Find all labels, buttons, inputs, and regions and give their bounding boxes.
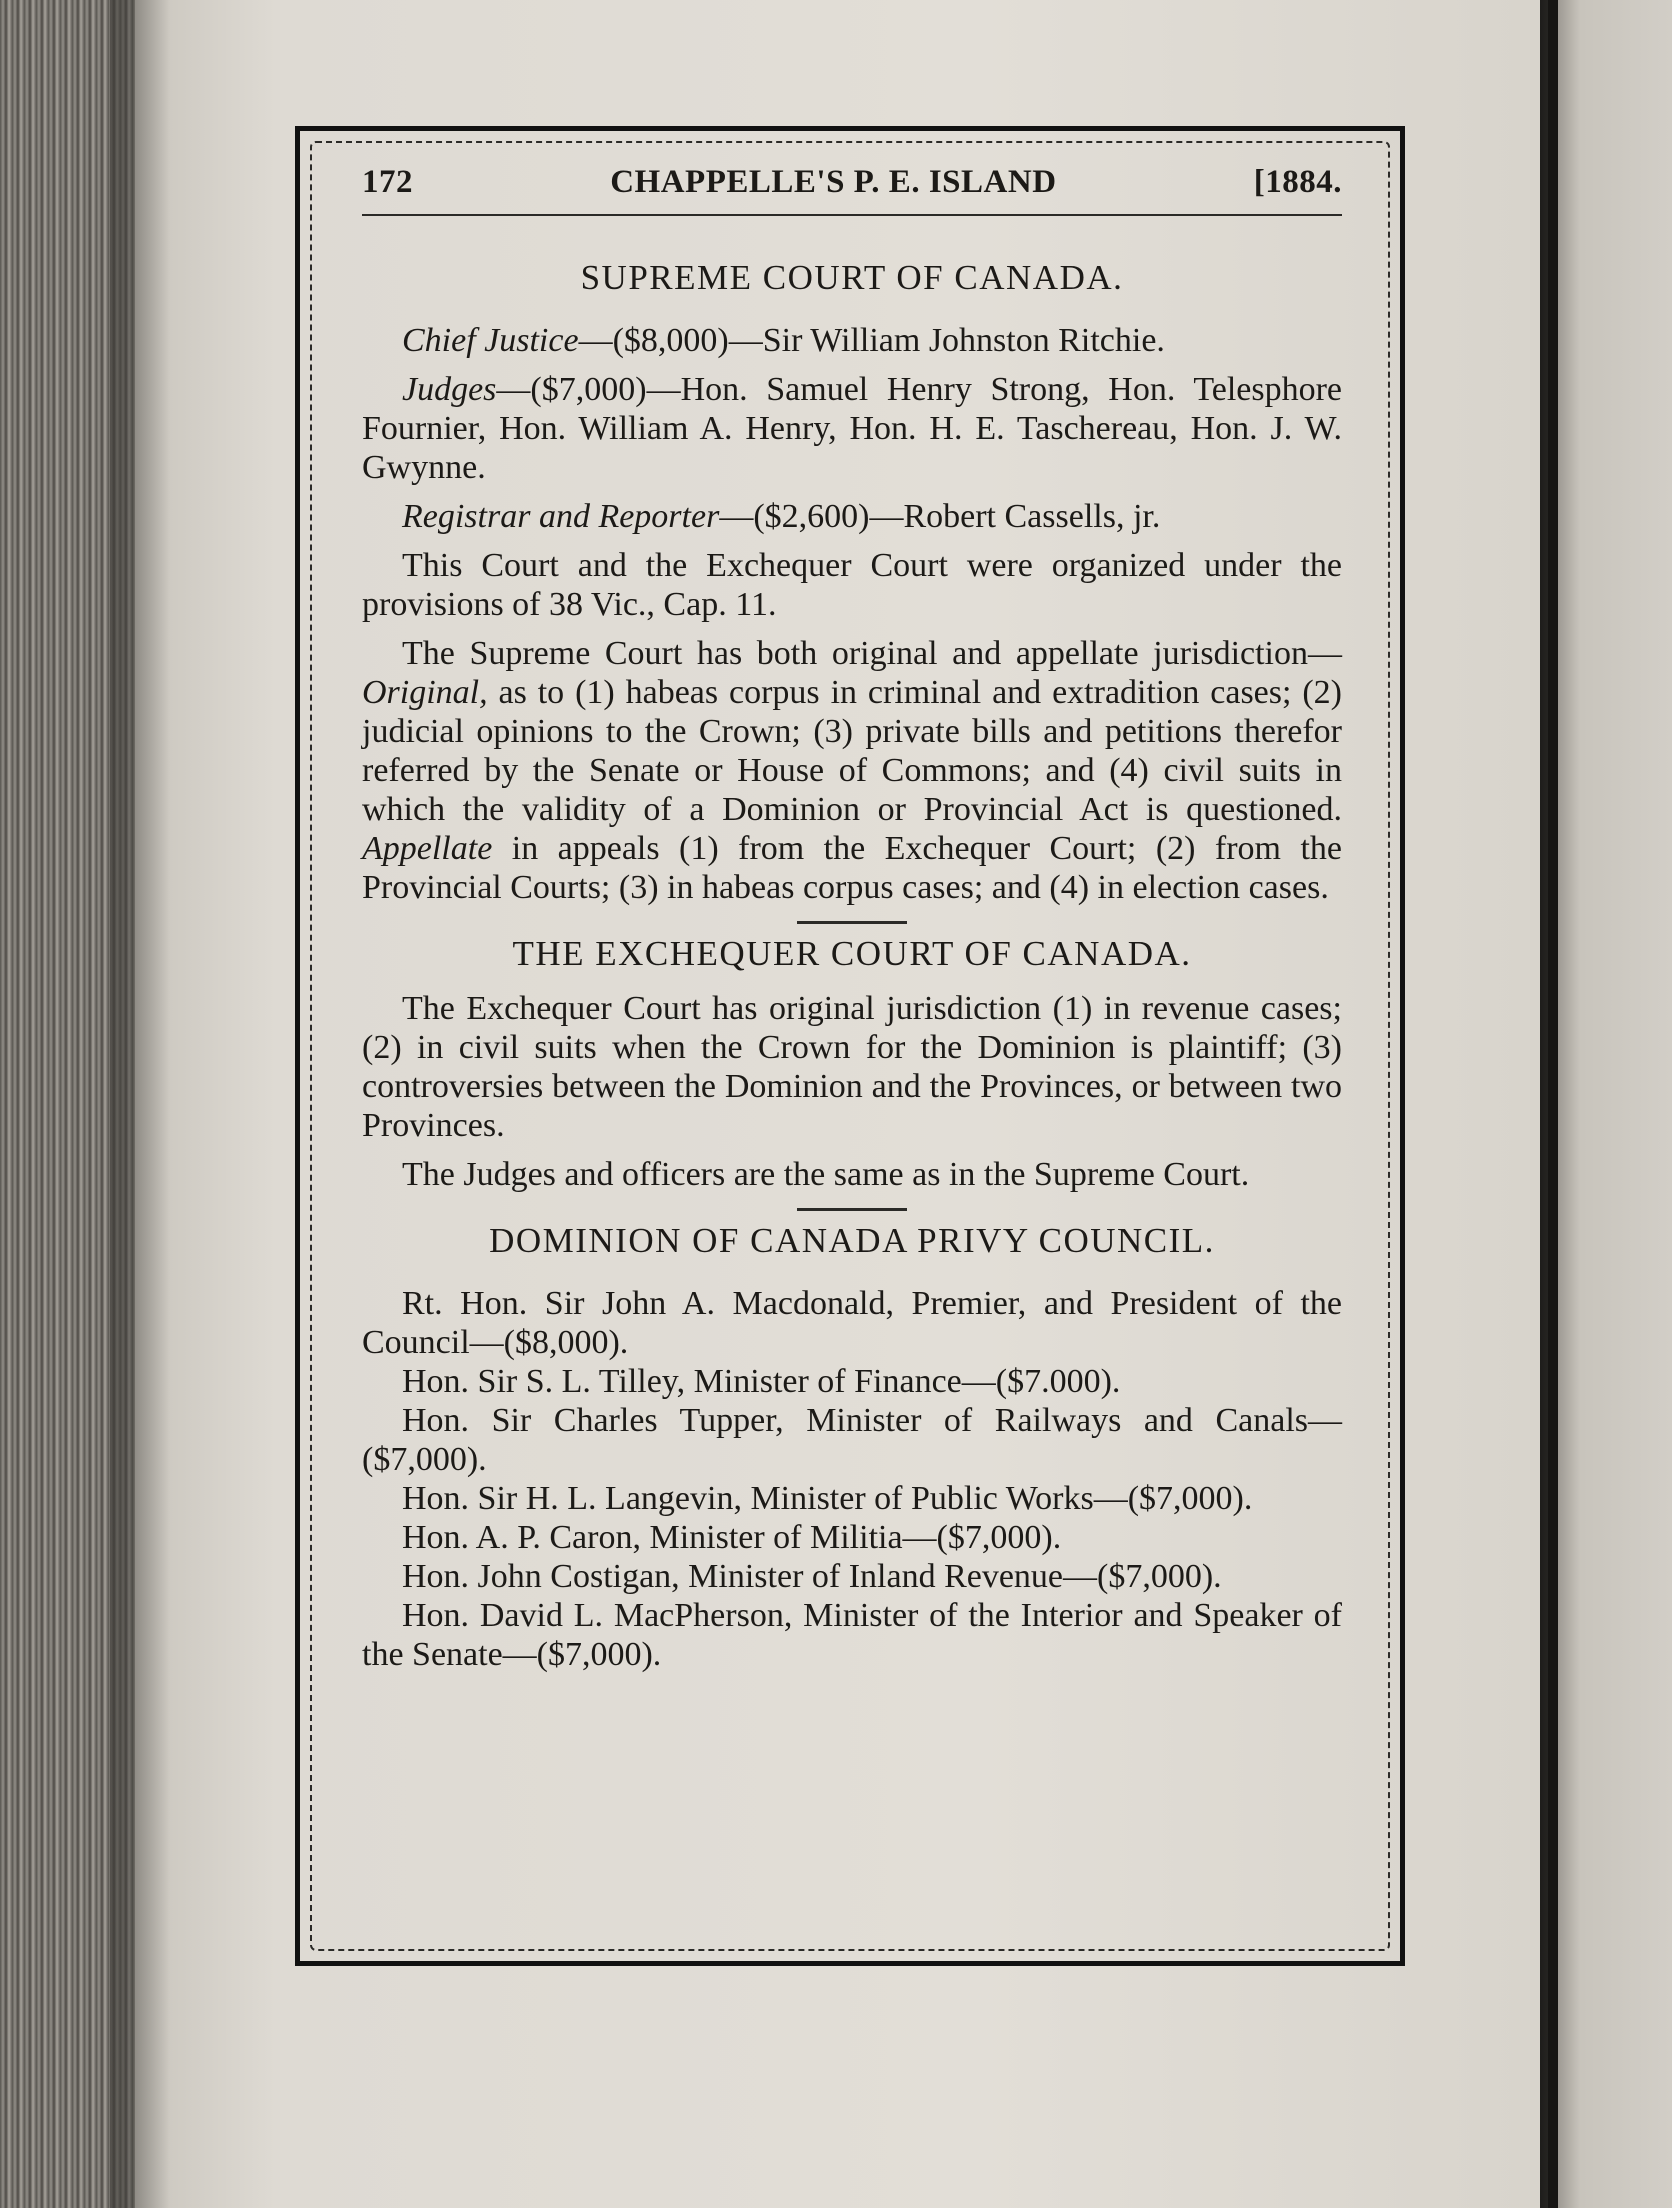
running-header — [362, 163, 1342, 202]
privy-member-entry: Hon. John Costigan, Minister of Inland Revenue—($7,000). — [402, 1558, 1222, 1595]
chief-justice-entry — [362, 321, 1342, 360]
privy-member-entry: Hon. Sir Charles Tupper, Minister of Railways and Canals—($7,000). — [362, 1402, 1342, 1478]
supreme-court-heading: SUPREME COURT OF CANADA. — [580, 258, 1124, 297]
privy-member-entry: Rt. Hon. Sir John A. Macdonald, Premier, and President of the Council—($8,000). — [362, 1285, 1342, 1361]
original-label: Original, — [362, 674, 488, 711]
privy-member-entry: Hon. Sir H. L. Langevin, Minister of Public Works—($7,000). — [402, 1480, 1253, 1517]
header-rule — [362, 214, 1342, 216]
page-number: 172 — [362, 164, 413, 200]
privy-member-entry: Hon. David L. MacPherson, Minister of the Interior and Speaker of the Senate—($7,000). — [362, 1597, 1342, 1673]
registrar-text: —($2,600)—Robert Cassells, jr. — [719, 498, 1161, 535]
appellate-text: in appeals (1) from the Exchequer Court; (2) from the Provincial Courts; (3) in habeas corpus cases; and (4) in election cases. — [362, 830, 1342, 906]
page-gutter-line — [1548, 0, 1558, 2208]
judges-entry — [362, 370, 1342, 487]
organized-paragraph: This Court and the Exchequer Court were organized under the provisions of 38 Vic., Cap. 11. — [362, 547, 1342, 623]
privy-council-heading: DOMINION OF CANADA PRIVY COUNCIL. — [489, 1221, 1215, 1260]
section-divider — [797, 1208, 907, 1211]
exchequer-officers-paragraph: The Judges and officers are the same as in the Supreme Court. — [402, 1156, 1250, 1193]
registrar-entry — [362, 497, 1342, 536]
original-text: as to (1) habeas corpus in criminal and extradition cases; (2) judicial opinions to the Crown; (3) private bills and petitions therefor referred by the Senate or House of Commons; and (4) civil suits in which the validity of a Dominion or Provincial Act is questioned. — [362, 674, 1342, 828]
privy-member-entry: Hon. Sir S. L. Tilley, Minister of Finance—($7.000). — [402, 1363, 1121, 1400]
chief-justice-label: Chief Justice — [402, 322, 579, 359]
exchequer-jurisdiction-paragraph: The Exchequer Court has original jurisdiction (1) in revenue cases; (2) in civil suits when the Crown for the Dominion is plaintiff; (3) controversies between the Dominion and the Provinces, or between two Provinces. — [362, 990, 1342, 1144]
appellate-label: Appellate — [362, 830, 493, 867]
judges-text: —($7,000)—Hon. Samuel Henry Strong, Hon. Telesphore Fournier, Hon. William A. Henry, Hon. H. E. Taschereau, Hon. J. W. Gwynne. — [362, 371, 1342, 486]
jurisdiction-paragraph — [362, 634, 1342, 907]
jurisdiction-intro: The Supreme Court has both original and appellate jurisdiction— — [402, 635, 1342, 672]
exchequer-court-heading: THE EXCHEQUER COURT OF CANADA. — [512, 934, 1192, 973]
page-content — [362, 155, 1342, 1674]
header-year: [1884. — [1253, 164, 1342, 200]
section-divider — [797, 921, 907, 924]
judges-label: Judges — [402, 371, 497, 408]
binding-shadow — [110, 0, 170, 2208]
running-title: CHAPPELLE'S P. E. ISLAND — [610, 164, 1057, 200]
registrar-label: Registrar and Reporter — [402, 498, 720, 535]
next-page-edge — [1540, 0, 1672, 2208]
chief-justice-text: —($8,000)—Sir William Johnston Ritchie. — [578, 322, 1165, 359]
privy-member-entry: Hon. A. P. Caron, Minister of Militia—($7,000). — [402, 1519, 1062, 1556]
